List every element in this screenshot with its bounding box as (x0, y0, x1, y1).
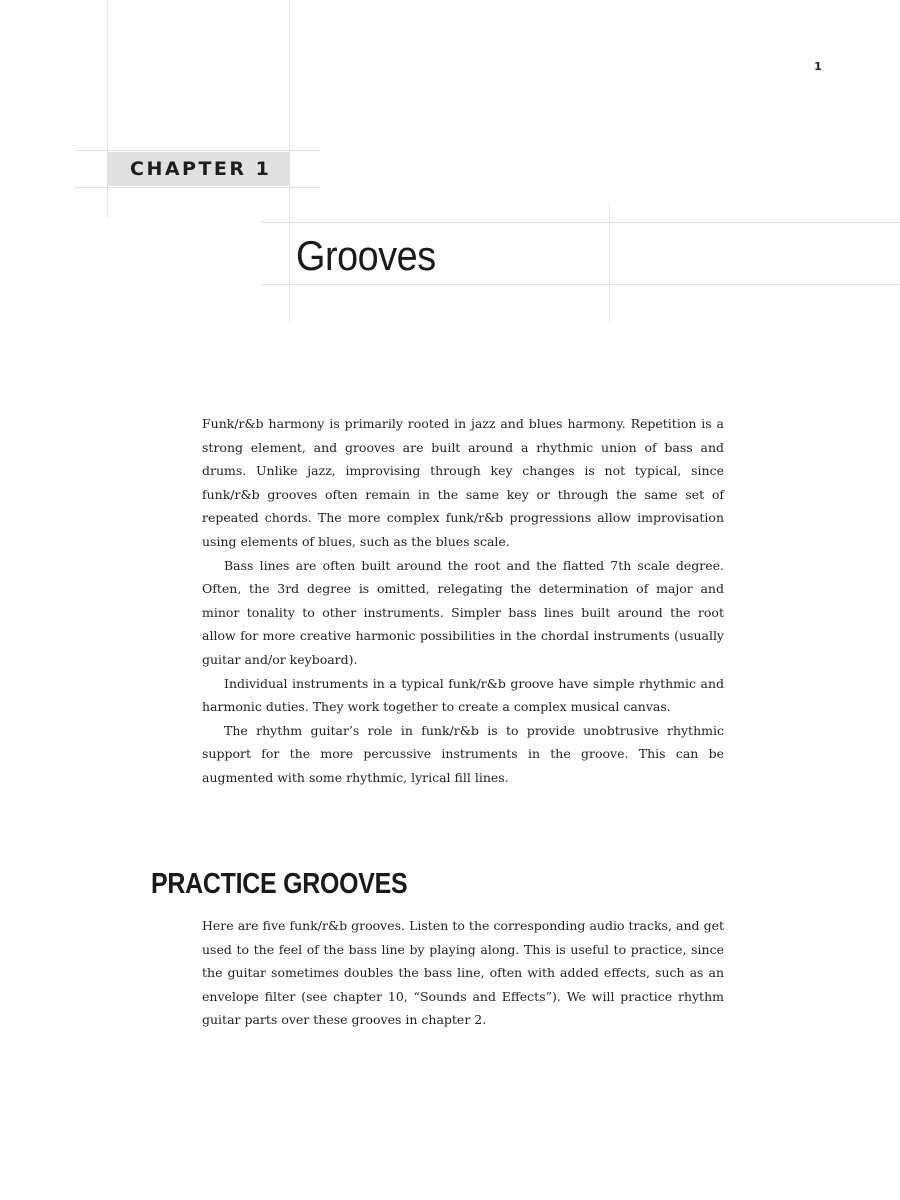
guide-line (75, 150, 320, 151)
section-heading: PRACTICE GROOVES (151, 868, 408, 900)
intro-paragraph: The rhythm guitar’s role in funk/r&b is to provide unobtrusive rhythmic support for the more percussive instruments in the groove. This can be augmented with some rhythmic, lyrical fill lines. (202, 722, 724, 785)
guide-line (260, 222, 900, 223)
intro-paragraph: Bass lines are often built around the root and the flatted 7th scale degree. Often, the 3rd degree is omitted, relegating the determination of major and minor tonality to other instruments. Simpler bass lines built around the root allow for more creative harmonic possibilities in the chordal instruments (usually guitar and/or keyboard). (202, 557, 724, 667)
page-number: 1 (814, 60, 822, 73)
intro-text (202, 412, 724, 790)
practice-paragraph: Here are five funk/r&b grooves. Listen to the corresponding audio tracks, and get used to the feel of the bass line by playing along. This is useful to practice, since the guitar sometimes doubles the bass line, often with added effects, such as an envelope filter (see chapter 10, “Sounds and Effects”). We will practice rhythm guitar parts over these grooves in chapter 2. (202, 918, 724, 1028)
guide-line (75, 187, 320, 188)
chapter-label: CHAPTER 1 (130, 158, 272, 180)
practice-text (202, 914, 724, 1032)
guide-line (289, 0, 290, 322)
chapter-title: Grooves (296, 232, 436, 279)
guide-line (260, 284, 900, 285)
intro-paragraph: Individual instruments in a typical funk/r&b groove have simple rhythmic and harmonic duties. They work together to create a complex musical canvas. (202, 675, 724, 715)
intro-paragraph: Funk/r&b harmony is primarily rooted in jazz and blues harmony. Repetition is a strong element, and grooves are built around a rhythmic union of bass and drums. Unlike jazz, improvising through key changes is not typical, since funk/r&b grooves often remain in the same key or through the same set of repeated chords. The more complex funk/r&b progressions allow improvisation using elements of blues, such as the blues scale. (202, 416, 724, 549)
